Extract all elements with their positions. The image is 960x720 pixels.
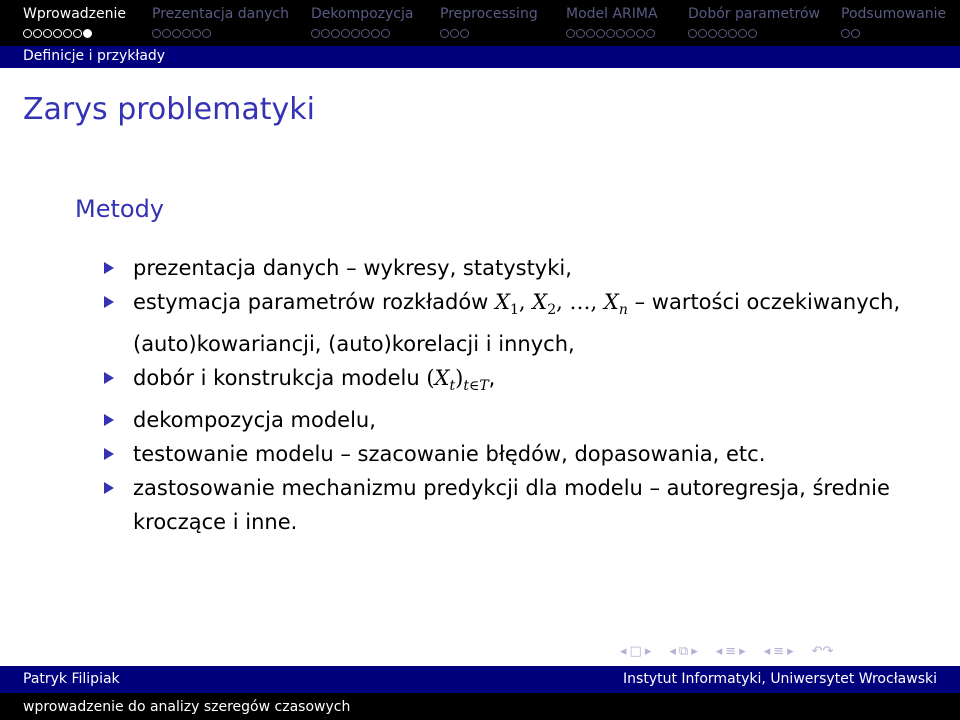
nav-section-label: Wprowadzenie (23, 6, 126, 22)
nav-section-model-arima[interactable] (566, 5, 658, 38)
frame-dot-icon[interactable] (23, 29, 32, 38)
frame-dot-icon[interactable] (626, 29, 635, 38)
item-text: dekompozycja modelu, (133, 408, 376, 432)
triangle-bullet-icon (104, 482, 114, 494)
frame-dot-icon[interactable] (202, 29, 211, 38)
list-item (104, 403, 904, 437)
frame-dot-icon[interactable] (311, 29, 320, 38)
subsection-bar (0, 46, 960, 68)
frame-dot-icon[interactable] (646, 29, 655, 38)
frame-dots (311, 29, 413, 38)
subsection-icon[interactable]: ⧉ (678, 643, 689, 659)
list-item (104, 251, 904, 285)
frame-dot-icon[interactable] (841, 29, 850, 38)
frame-dot-icon[interactable] (851, 29, 860, 38)
list-item (104, 471, 904, 539)
triangle-bullet-icon (104, 448, 114, 460)
frame-dot-icon[interactable] (738, 29, 747, 38)
frame-dot-icon[interactable] (718, 29, 727, 38)
frame-dots (841, 29, 946, 38)
methods-list (104, 251, 904, 539)
frame-dot-icon[interactable] (172, 29, 181, 38)
frame-dots (440, 29, 538, 38)
frame-dot-icon[interactable] (708, 29, 717, 38)
triangle-bullet-icon (104, 262, 114, 274)
prev-section-icon[interactable]: ◂ (715, 643, 723, 659)
frame-dot-icon[interactable] (43, 29, 52, 38)
footer-institute: Instytut Informatyki, Uniwersytet Wrocławski (623, 671, 937, 687)
math-process: $(X_t)_{t\in T}$ (426, 366, 489, 394)
footer-author-bar (0, 666, 960, 693)
list-item (104, 361, 904, 403)
frame-dot-icon[interactable] (576, 29, 585, 38)
nav-section-dobor-parametrow[interactable] (688, 5, 820, 38)
section-navigation-bar (0, 0, 960, 46)
frame-dot-icon[interactable] (748, 29, 757, 38)
frame-dot-icon[interactable] (192, 29, 201, 38)
frame-dot-icon[interactable] (83, 29, 92, 38)
prev-doc-icon[interactable]: ◂ (763, 643, 771, 659)
nav-section-label: Podsumowanie (841, 6, 947, 22)
navigation-symbols (620, 641, 833, 661)
triangle-bullet-icon (104, 296, 114, 308)
footer-short-title: wprowadzenie do analizy szeregów czasowych (23, 699, 351, 715)
next-subsection-icon[interactable]: ▸ (691, 643, 698, 659)
document-icon[interactable]: ≡ (773, 643, 785, 659)
item-text: , (488, 366, 496, 390)
frame-dot-icon[interactable] (331, 29, 340, 38)
nav-section-label: Dekompozycja (311, 6, 414, 22)
triangle-bullet-icon (104, 414, 114, 426)
item-text: estymacja parametrów rozkładów (133, 290, 489, 314)
nav-section-label: Prezentacja danych (152, 6, 289, 22)
item-text: prezentacja danych – wykresy, statystyki, (133, 256, 572, 280)
frame-dot-icon[interactable] (566, 29, 575, 38)
frame-dot-icon[interactable] (596, 29, 605, 38)
subsection-link[interactable]: Definicje i przykłady (23, 48, 166, 64)
back-forward-icon[interactable]: ↶↷ (811, 643, 834, 659)
frame-dot-icon[interactable] (73, 29, 82, 38)
frame-dot-icon[interactable] (688, 29, 697, 38)
frame-icon[interactable]: □ (629, 643, 642, 659)
next-frame-icon[interactable]: ▸ (644, 643, 652, 659)
nav-section-dekompozycja[interactable] (311, 5, 413, 38)
item-text: dobór i konstrukcja modelu (133, 366, 420, 390)
frame-dots (688, 29, 820, 38)
nav-section-preprocessing[interactable] (440, 5, 538, 38)
frame-dot-icon[interactable] (341, 29, 350, 38)
list-item (104, 285, 904, 361)
frame-title: Zarys problematyki (23, 92, 315, 127)
frame-dots (566, 29, 658, 38)
frame-dot-icon[interactable] (321, 29, 330, 38)
frame-dot-icon[interactable] (351, 29, 360, 38)
nav-section-wprowadzenie[interactable] (23, 5, 126, 38)
frame-dots (152, 29, 289, 38)
frame-dot-icon[interactable] (361, 29, 370, 38)
nav-section-prezentacja-danych[interactable] (152, 5, 289, 38)
prev-subsection-icon[interactable]: ◂ (669, 643, 676, 659)
section-icon[interactable]: ≡ (725, 643, 737, 659)
frame-dot-icon[interactable] (53, 29, 62, 38)
nav-section-podsumowanie[interactable] (841, 5, 946, 38)
frame-dot-icon[interactable] (162, 29, 171, 38)
frame-dot-icon[interactable] (152, 29, 161, 38)
nav-section-label: Preprocessing (440, 6, 538, 22)
item-text: testowanie modelu – szacowanie błędów, dopasowania, etc. (133, 442, 766, 466)
frame-dot-icon[interactable] (636, 29, 645, 38)
frame-dot-icon[interactable] (606, 29, 615, 38)
frame-dot-icon[interactable] (728, 29, 737, 38)
frame-dot-icon[interactable] (381, 29, 390, 38)
nav-section-label: Dobór parametrów (688, 6, 821, 22)
math-sequence: $X_1$, $X_2$, …, $X_n$ (495, 290, 628, 318)
footer-author: Patryk Filipiak (23, 671, 120, 687)
frame-dot-icon[interactable] (182, 29, 191, 38)
frame-dot-icon[interactable] (371, 29, 380, 38)
frame-dot-icon[interactable] (440, 29, 449, 38)
frame-dot-icon[interactable] (616, 29, 625, 38)
block-title: Metody (75, 195, 165, 223)
item-text: – wartości oczekiwanych, (auto)kowariancji, (auto)korelacji i innych, (133, 290, 901, 356)
next-doc-icon[interactable]: ▸ (787, 643, 794, 659)
frame-dot-icon[interactable] (450, 29, 459, 38)
item-text: zastosowanie mechanizmu predykcji dla modelu – autoregresja, średnie kroczące i inne. (133, 476, 890, 534)
list-item (104, 437, 904, 471)
frame-dot-icon[interactable] (460, 29, 469, 38)
triangle-bullet-icon (104, 372, 114, 384)
footer-title-bar (0, 693, 960, 720)
next-section-icon[interactable]: ▸ (739, 643, 746, 659)
prev-frame-icon[interactable]: ◂ (620, 643, 627, 659)
frame-dot-icon[interactable] (698, 29, 707, 38)
nav-section-label: Model ARIMA (566, 6, 658, 22)
frame-dot-icon[interactable] (63, 29, 72, 38)
frame-dot-icon[interactable] (586, 29, 595, 38)
frame-dot-icon[interactable] (33, 29, 42, 38)
frame-dots (23, 29, 126, 38)
